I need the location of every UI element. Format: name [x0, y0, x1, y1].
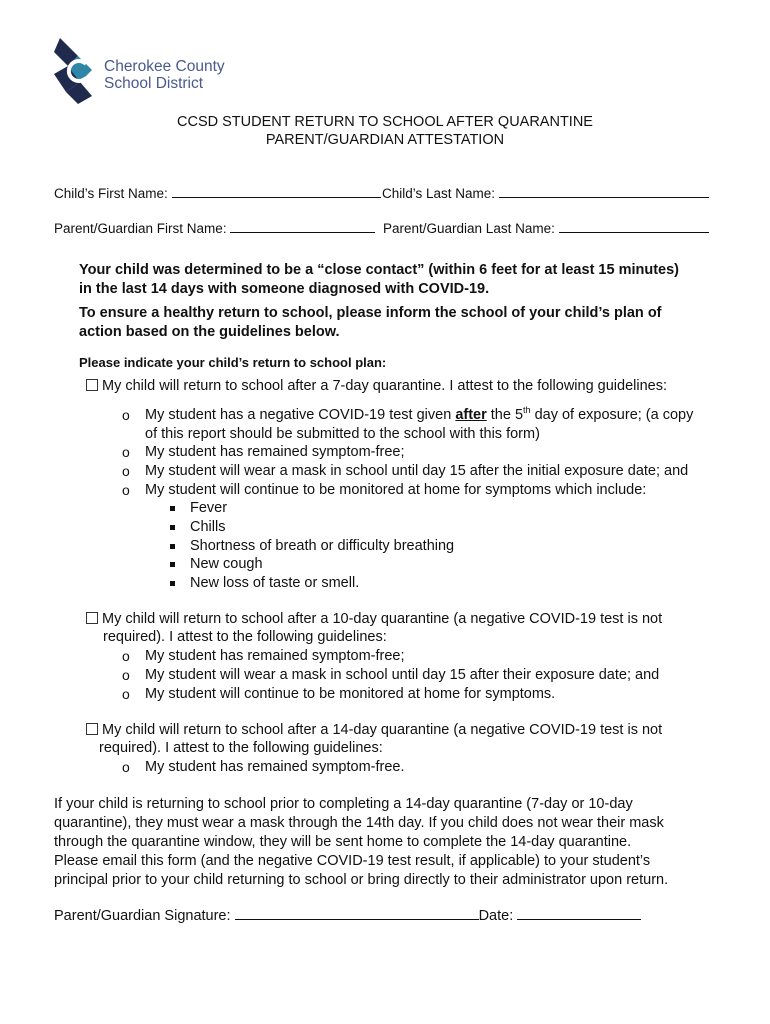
- parent-first-name-label: Parent/Guardian First Name:: [54, 221, 227, 236]
- option-10-guideline-2: My student will wear a mask in school until day 15 after their exposure date; and: [145, 667, 660, 683]
- option-7-day-label: My child will return to school after a 7-day quarantine. I attest to the following guidelines:: [102, 378, 667, 394]
- intro-line-1: Your child was determined to be a “close contact” (within 6 feet for at least 15 minutes): [79, 262, 680, 278]
- logo-text: [104, 58, 225, 92]
- square-bullet-icon: [170, 525, 175, 530]
- bullet-marker: o: [122, 444, 130, 460]
- parent-last-name-label: Parent/Guardian Last Name:: [383, 221, 555, 236]
- signature-blank[interactable]: [235, 905, 479, 920]
- signature-label: Parent/Guardian Signature:: [54, 908, 231, 924]
- bullet-marker: o: [122, 686, 130, 702]
- parent-last-name-blank[interactable]: [559, 219, 709, 233]
- intro-line-2: in the last 14 days with someone diagnosed with COVID-19.: [79, 281, 490, 297]
- child-first-name-label: Child’s First Name:: [54, 186, 168, 201]
- date-label: Date:: [478, 908, 514, 924]
- square-bullet-icon: [170, 506, 175, 511]
- child-last-name-field[interactable]: [382, 184, 709, 201]
- g1-sup: th: [523, 405, 531, 416]
- bullet-marker: o: [122, 759, 130, 775]
- parent-first-name-field[interactable]: [54, 219, 375, 236]
- closing-paragraph: [54, 795, 714, 890]
- bullet-marker: o: [122, 667, 130, 683]
- option-10-guideline-3: My student will continue to be monitored at home for symptoms.: [145, 686, 556, 702]
- option-7-guideline-1: [145, 406, 693, 425]
- child-last-name-blank[interactable]: [499, 184, 709, 198]
- option-10-guideline-1: My student has remained symptom-free;: [145, 648, 405, 664]
- child-first-name-blank[interactable]: [172, 184, 381, 198]
- symptom-item: New cough: [190, 556, 263, 572]
- symptom-item: Shortness of breath or difficulty breathing: [190, 538, 455, 554]
- option-7-day[interactable]: [86, 377, 667, 396]
- bullet-marker: o: [122, 463, 130, 479]
- title-line-1: CCSD STUDENT RETURN TO SCHOOL AFTER QUARANTINE: [177, 114, 593, 130]
- parent-last-name-field[interactable]: [383, 219, 709, 236]
- closing-line-5: principal prior to your child returning to school or bring directly to their administrator upon return.: [54, 872, 669, 888]
- g1-text-b: the 5: [486, 407, 524, 423]
- option-10-day[interactable]: [86, 610, 662, 629]
- option-14-day[interactable]: [86, 721, 662, 740]
- g1-text-a: My student has a negative COVID-19 test given: [145, 407, 456, 423]
- option-7-guideline-2: My student has remained symptom-free;: [145, 444, 405, 460]
- option-10-day-label-cont: required). I attest to the following guidelines:: [103, 629, 387, 645]
- option-7-guideline-1-cont: of this report should be submitted to the school with this form): [145, 426, 540, 442]
- square-bullet-icon: [170, 544, 175, 549]
- option-7-guideline-4: My student will continue to be monitored at home for symptoms which include:: [145, 482, 647, 498]
- child-first-name-field[interactable]: [54, 184, 381, 201]
- logo-line-1: Cherokee County: [104, 58, 225, 75]
- closing-line-4: Please email this form (and the negative COVID-19 test result, if applicable) to your student’s: [54, 853, 651, 869]
- g1-text-c: day of exposure; (a copy: [530, 407, 694, 423]
- intro-line-3: To ensure a healthy return to school, please inform the school of your child’s plan of: [79, 305, 662, 321]
- square-bullet-icon: [170, 562, 175, 567]
- bullet-marker: o: [122, 648, 130, 664]
- option-7-guideline-3: My student will wear a mask in school until day 15 after the initial exposure date; and: [145, 463, 689, 479]
- date-blank[interactable]: [517, 905, 641, 920]
- closing-line-1: If your child is returning to school prior to completing a 14-day quarantine (7-day or 10-day: [54, 796, 633, 812]
- option-14-guideline-1: My student has remained symptom-free.: [145, 759, 405, 775]
- option-10-day-label: My child will return to school after a 10-day quarantine (a negative COVID-19 test is not: [102, 611, 663, 627]
- g1-after-emphasis: after: [455, 407, 487, 423]
- option-10-day-checkbox[interactable]: [86, 612, 98, 624]
- symptom-item: Fever: [190, 500, 228, 516]
- option-14-day-label-cont: required). I attest to the following guidelines:: [99, 740, 383, 756]
- title-line-2: PARENT/GUARDIAN ATTESTATION: [265, 132, 505, 148]
- signature-field[interactable]: [54, 905, 641, 926]
- parent-first-name-blank[interactable]: [230, 219, 375, 233]
- intro-line-4: action based on the guidelines below.: [79, 324, 340, 340]
- child-last-name-label: Child’s Last Name:: [382, 186, 496, 201]
- option-14-day-label: My child will return to school after a 14-day quarantine (a negative COVID-19 test is not: [102, 722, 663, 738]
- logo-line-2: School District: [104, 75, 204, 92]
- plan-instruction: Please indicate your child’s return to school plan:: [79, 355, 387, 370]
- form-title: [0, 113, 770, 149]
- closing-line-3: through the quarantine window, they will be sent home to complete the 14-day quarantine.: [54, 834, 632, 850]
- symptom-item: New loss of taste or smell.: [190, 575, 360, 591]
- square-bullet-icon: [170, 581, 175, 586]
- bullet-marker: o: [122, 407, 130, 423]
- closing-line-2: quarantine), they must wear a mask through the 14th day. If you child does not wear their mask: [54, 815, 664, 831]
- option-14-day-checkbox[interactable]: [86, 723, 98, 735]
- symptom-item: Chills: [190, 519, 226, 535]
- bullet-marker: o: [122, 482, 130, 498]
- option-7-day-checkbox[interactable]: [86, 379, 98, 391]
